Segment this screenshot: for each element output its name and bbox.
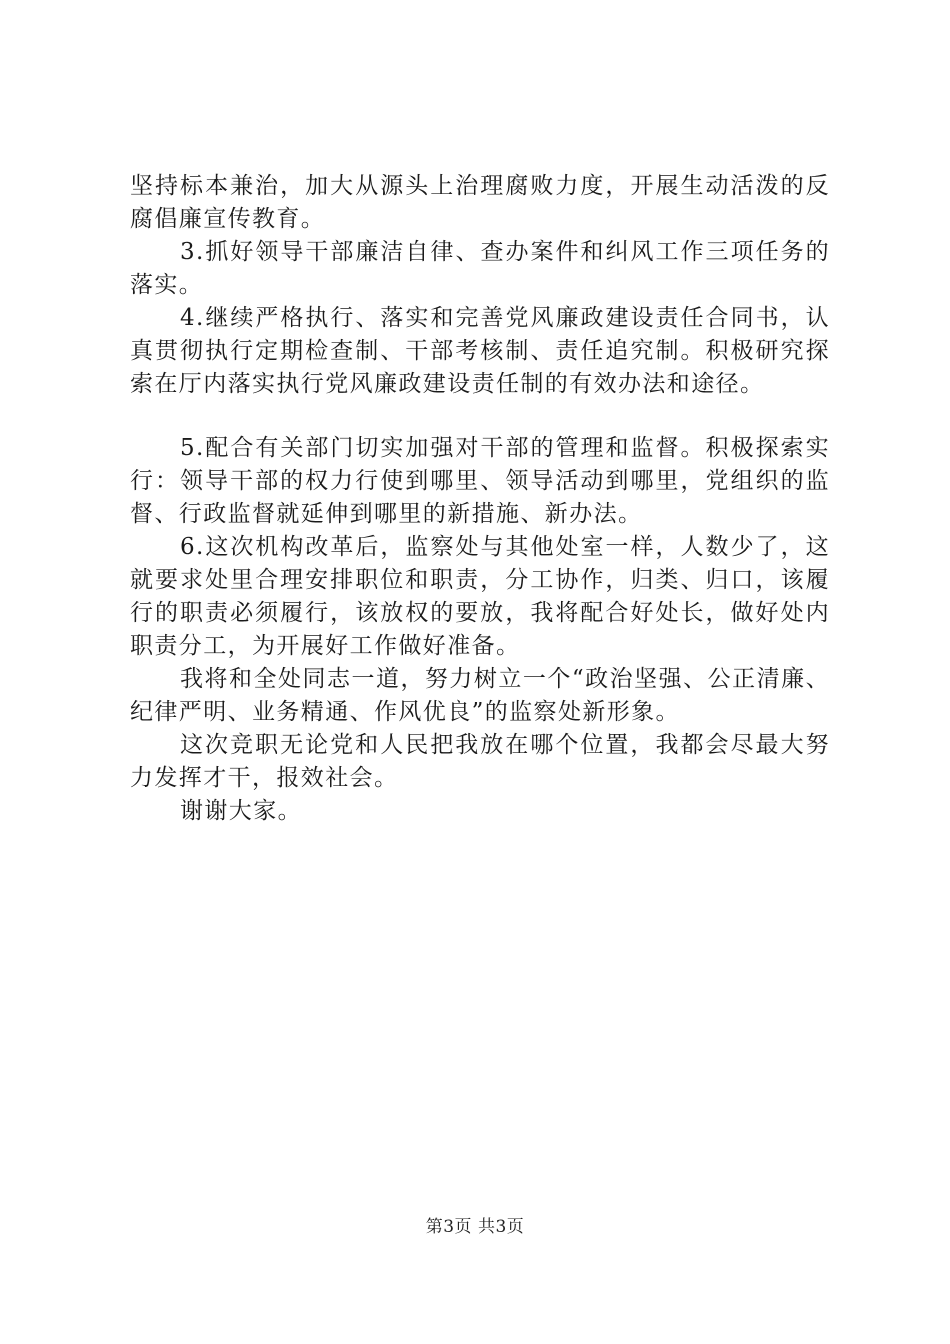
- paragraph-item-5: 5.配合有关部门切实加强对干部的管理和监督。积极探索实行：领导干部的权力行使到哪里、领导活动到哪里，党组织的监督、行政监督就延伸到哪里的新措施、新办法。: [130, 435, 830, 527]
- paragraph-commitment: 这次竞职无论党和人民把我放在哪个位置，我都会尽最大努力发挥才干，报效社会。: [130, 732, 830, 791]
- document-body: [130, 170, 830, 828]
- paragraph-item-3: 3.抓好领导干部廉洁自律、查办案件和纠风工作三项任务的落实。: [130, 239, 830, 298]
- page-number-footer: 第3页 共3页: [425, 1217, 525, 1237]
- paragraph-item-6: 6.这次机构改革后，监察处与其他处室一样，人数少了，这就要求处里合理安排职位和职责，分工协作，归类、归口，该履行的职责必须履行，该放权的要放，我将配合好处长，做好处内职责分工，为开展好工作做好准备。: [130, 534, 830, 659]
- paragraph-image-goal: 我将和全处同志一道，努力树立一个“政治坚强、公正清廉、纪律严明、业务精通、作风优良”的监察处新形象。: [130, 666, 830, 725]
- paragraph-item-4: 4.继续严格执行、落实和完善党风廉政建设责任合同书，认真贯彻执行定期检查制、干部考核制、责任追究制。积极研究探索在厅内落实执行党风廉政建设责任制的有效办法和途径。: [130, 305, 830, 397]
- paragraph-thanks: 谢谢大家。: [180, 798, 302, 824]
- paragraph-continuation: 坚持标本兼治，加大从源头上治理腐败力度，开展生动活泼的反腐倡廉宣传教育。: [130, 173, 830, 232]
